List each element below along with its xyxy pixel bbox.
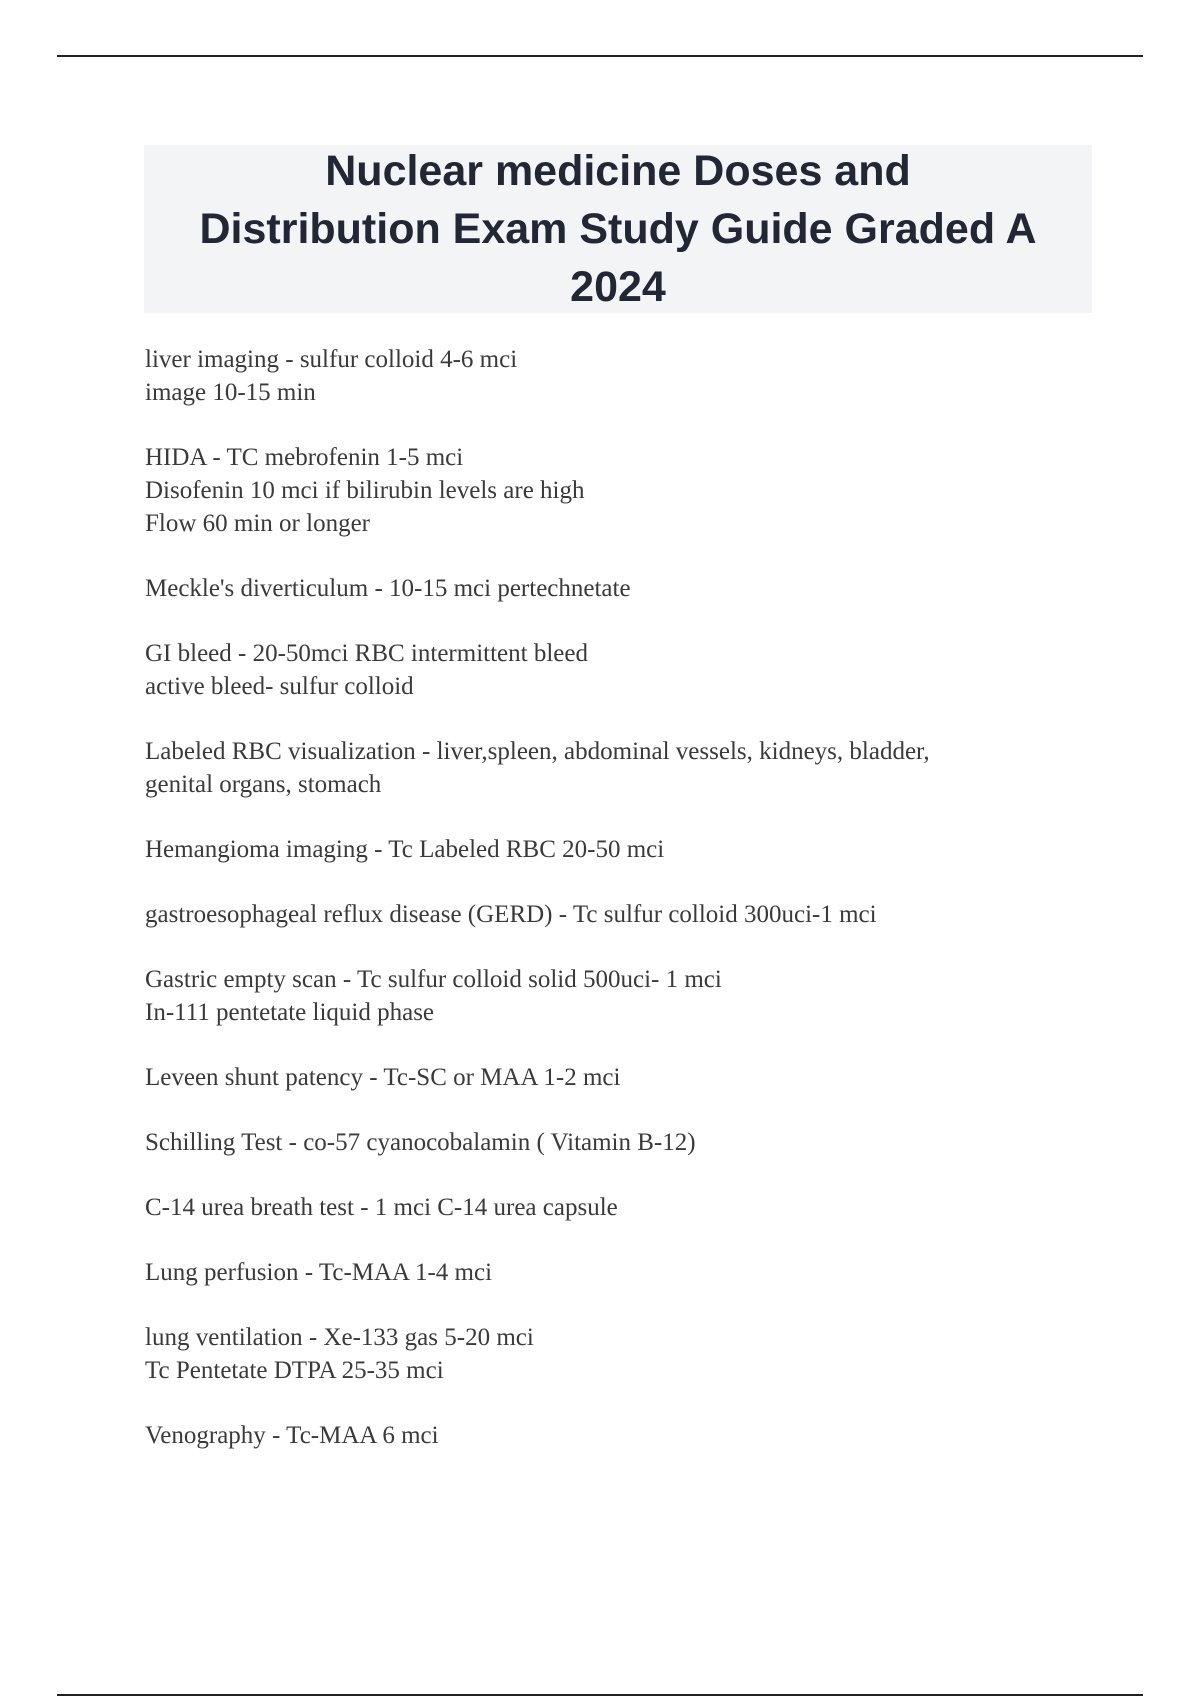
guide-entry bbox=[145, 637, 1105, 703]
guide-entry bbox=[145, 1321, 1105, 1387]
entry-heading-line: Hemangioma imaging - Tc Labeled RBC 20-50 mci bbox=[145, 836, 665, 863]
guide-entry bbox=[145, 963, 1105, 1029]
entry-detail-line: genital organs, stomach bbox=[145, 771, 382, 798]
entry-heading-line: gastroesophageal reflux disease (GERD) - Tc sulfur colloid 300uci-1 mci bbox=[145, 901, 877, 928]
guide-entry bbox=[145, 572, 1105, 605]
guide-entry bbox=[145, 898, 1105, 931]
entry-heading-line: HIDA - TC mebrofenin 1-5 mci bbox=[145, 444, 464, 471]
entry-heading-line: Venography - Tc-MAA 6 mci bbox=[145, 1422, 439, 1449]
entry-heading-line: Lung perfusion - Tc-MAA 1-4 mci bbox=[145, 1259, 493, 1286]
entry-detail-line: image 10-15 min bbox=[145, 379, 316, 406]
title-line: Distribution Exam Study Guide Graded A bbox=[199, 205, 1037, 253]
guide-entry bbox=[145, 1191, 1105, 1224]
entry-heading-line: Gastric empty scan - Tc sulfur colloid solid 500uci- 1 mci bbox=[145, 966, 722, 993]
entry-heading-line: GI bleed - 20-50mci RBC intermittent bleed bbox=[145, 640, 588, 667]
entry-detail-line: active bleed- sulfur colloid bbox=[145, 673, 414, 700]
top-divider bbox=[57, 55, 1143, 57]
entry-heading-line: liver imaging - sulfur colloid 4-6 mci bbox=[145, 346, 518, 373]
guide-entry bbox=[145, 735, 1105, 801]
entry-heading-line: Schilling Test - co-57 cyanocobalamin ( Vitamin B-12) bbox=[145, 1129, 696, 1156]
guide-entry bbox=[145, 833, 1105, 866]
title-line: 2024 bbox=[570, 263, 666, 311]
guide-entry bbox=[145, 1126, 1105, 1159]
bottom-divider bbox=[57, 1694, 1143, 1696]
entry-heading-line: lung ventilation - Xe-133 gas 5-20 mci bbox=[145, 1324, 534, 1351]
entry-detail-line: Tc Pentetate DTPA 25-35 mci bbox=[145, 1357, 444, 1384]
entry-detail-line: In-111 pentetate liquid phase bbox=[145, 999, 435, 1026]
entry-detail-line: Disofenin 10 mci if bilirubin levels are high bbox=[145, 477, 585, 504]
guide-entry bbox=[145, 1061, 1105, 1094]
guide-entry bbox=[145, 1256, 1105, 1289]
study-guide-content bbox=[145, 343, 1105, 1484]
entry-heading-line: C-14 urea breath test - 1 mci C-14 urea capsule bbox=[145, 1194, 618, 1221]
entry-detail-line: Flow 60 min or longer bbox=[145, 510, 370, 537]
guide-entry bbox=[145, 343, 1105, 409]
title-line: Nuclear medicine Doses and bbox=[325, 147, 911, 195]
guide-entry bbox=[145, 1419, 1105, 1452]
entry-heading-line: Labeled RBC visualization - liver,spleen, abdominal vessels, kidneys, bladder, bbox=[145, 738, 930, 765]
document-title bbox=[144, 142, 1092, 316]
guide-entry bbox=[145, 441, 1105, 540]
title-banner bbox=[144, 145, 1092, 313]
entry-heading-line: Meckle's diverticulum - 10-15 mci pertechnetate bbox=[145, 575, 631, 602]
entry-heading-line: Leveen shunt patency - Tc-SC or MAA 1-2 mci bbox=[145, 1064, 621, 1091]
